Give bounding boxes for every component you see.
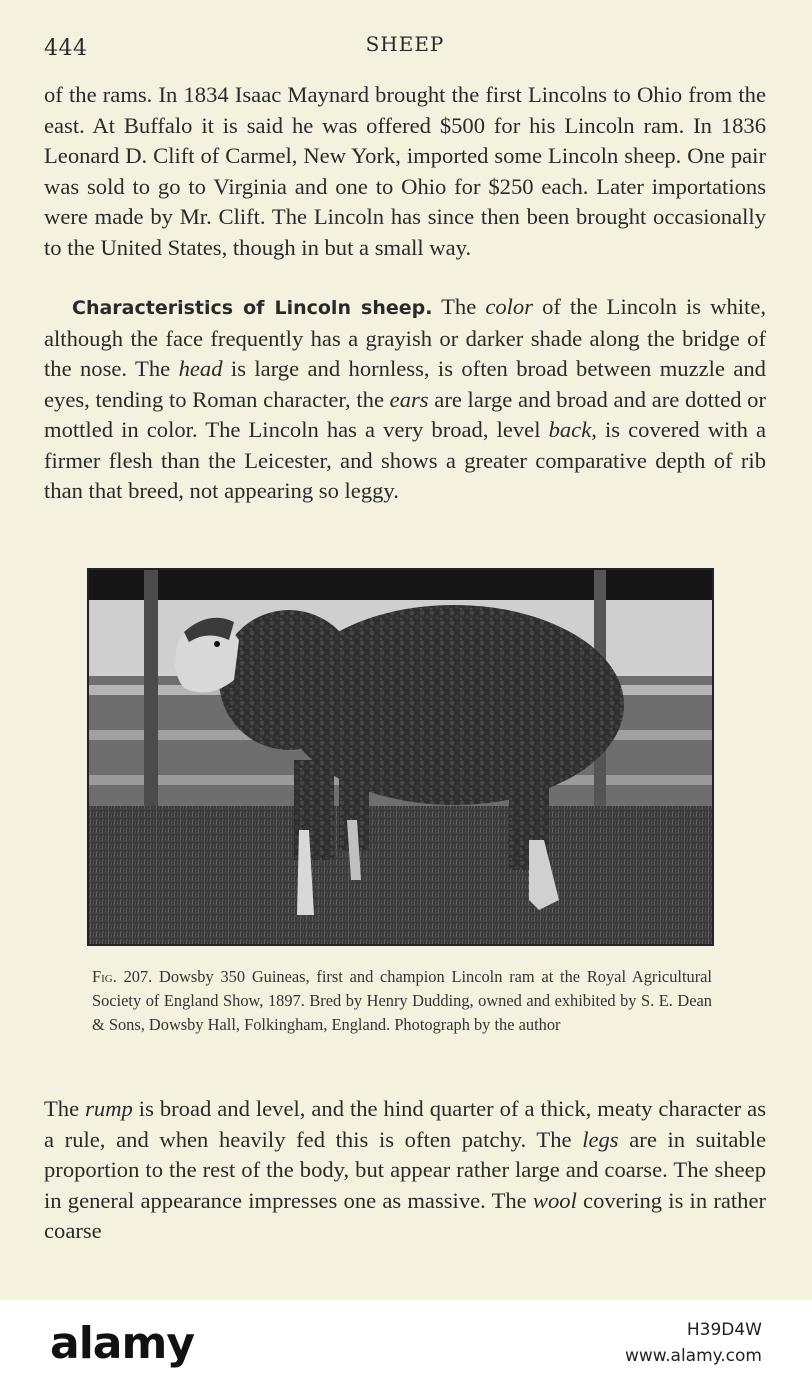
paragraph-history: of the rams. In 1834 Isaac Maynard brought the first Lincolns to Ohio from the east. At Buffalo it is said he was offered $500 for his Lincoln ram. In 1836 Leonard D. Clift of Carmel, New York, imported some Lincoln sheep. One pair was sold to go to Virginia and one to Ohio for $250 each. Later importations were made by Mr. Clift. The Lincoln has since then been brought occasionally to the United States, though in but a small way. — [44, 82, 766, 260]
ram-photo-illustration — [89, 570, 712, 944]
image-id: H39D4W — [686, 1320, 762, 1340]
running-title: SHEEP — [365, 32, 445, 56]
paragraph-characteristics — [44, 292, 766, 507]
emphasis-color: color — [485, 294, 534, 319]
text-span: The — [44, 1096, 86, 1121]
brand-logo: alamy — [50, 1318, 194, 1369]
figure-photograph — [87, 568, 714, 946]
text-span: of the Lincoln is white, although the face frequently has a grayish or darker shade along the bridge of the nose. The — [44, 294, 767, 381]
paragraph-conformation — [44, 1094, 766, 1247]
text-span: The — [432, 294, 486, 319]
text-span: is large and hornless, is often broad between muzzle and eyes, tending to Roman character, the — [44, 356, 766, 412]
text-span: is broad and level, and the hind quarter of a thick, meaty character as a rule, and when heavily fed this is often patchy. The — [44, 1096, 766, 1152]
figure-label: Fig. 207. — [92, 967, 153, 986]
stock-footer — [0, 1300, 812, 1390]
text-span: are in suitable proportion to the rest of the body, but appear rather large and coarse. The sheep in general appearance impresses one as massive. The — [44, 1126, 767, 1213]
emphasis-ears: ears — [389, 386, 429, 412]
emphasis-wool: wool — [532, 1187, 577, 1213]
emphasis-back: back, — [548, 417, 597, 442]
text-span: is covered with a firmer flesh than the Leicester, and shows a greater comparative depth of rib than that breed, not appearing so leggy. — [44, 417, 766, 503]
emphasis-head: head — [178, 356, 223, 381]
figure-caption — [92, 965, 712, 1037]
stock-url[interactable]: www.alamy.com — [624, 1346, 762, 1366]
section-heading: Characteristics of Lincoln sheep. — [72, 297, 433, 319]
text-span: covering is in rather coarse — [44, 1187, 767, 1243]
text-span: are large and broad and are dotted or mottled in color. The Lincoln has a very broad, level — [44, 386, 767, 442]
page-header — [44, 30, 766, 64]
emphasis-legs: legs — [582, 1126, 619, 1152]
caption-text: Dowsby 350 Guineas, first and champion Lincoln ram at the Royal Agricultural Society of England Show, 1897. Bred by Henry Dudding, owned and exhibited by S. E. Dean & Sons, Dowsby Hall, Folkingham, England. Photograph by the author — [92, 967, 712, 1034]
emphasis-rump: rump — [85, 1096, 133, 1121]
page-number: 444 — [44, 36, 88, 61]
